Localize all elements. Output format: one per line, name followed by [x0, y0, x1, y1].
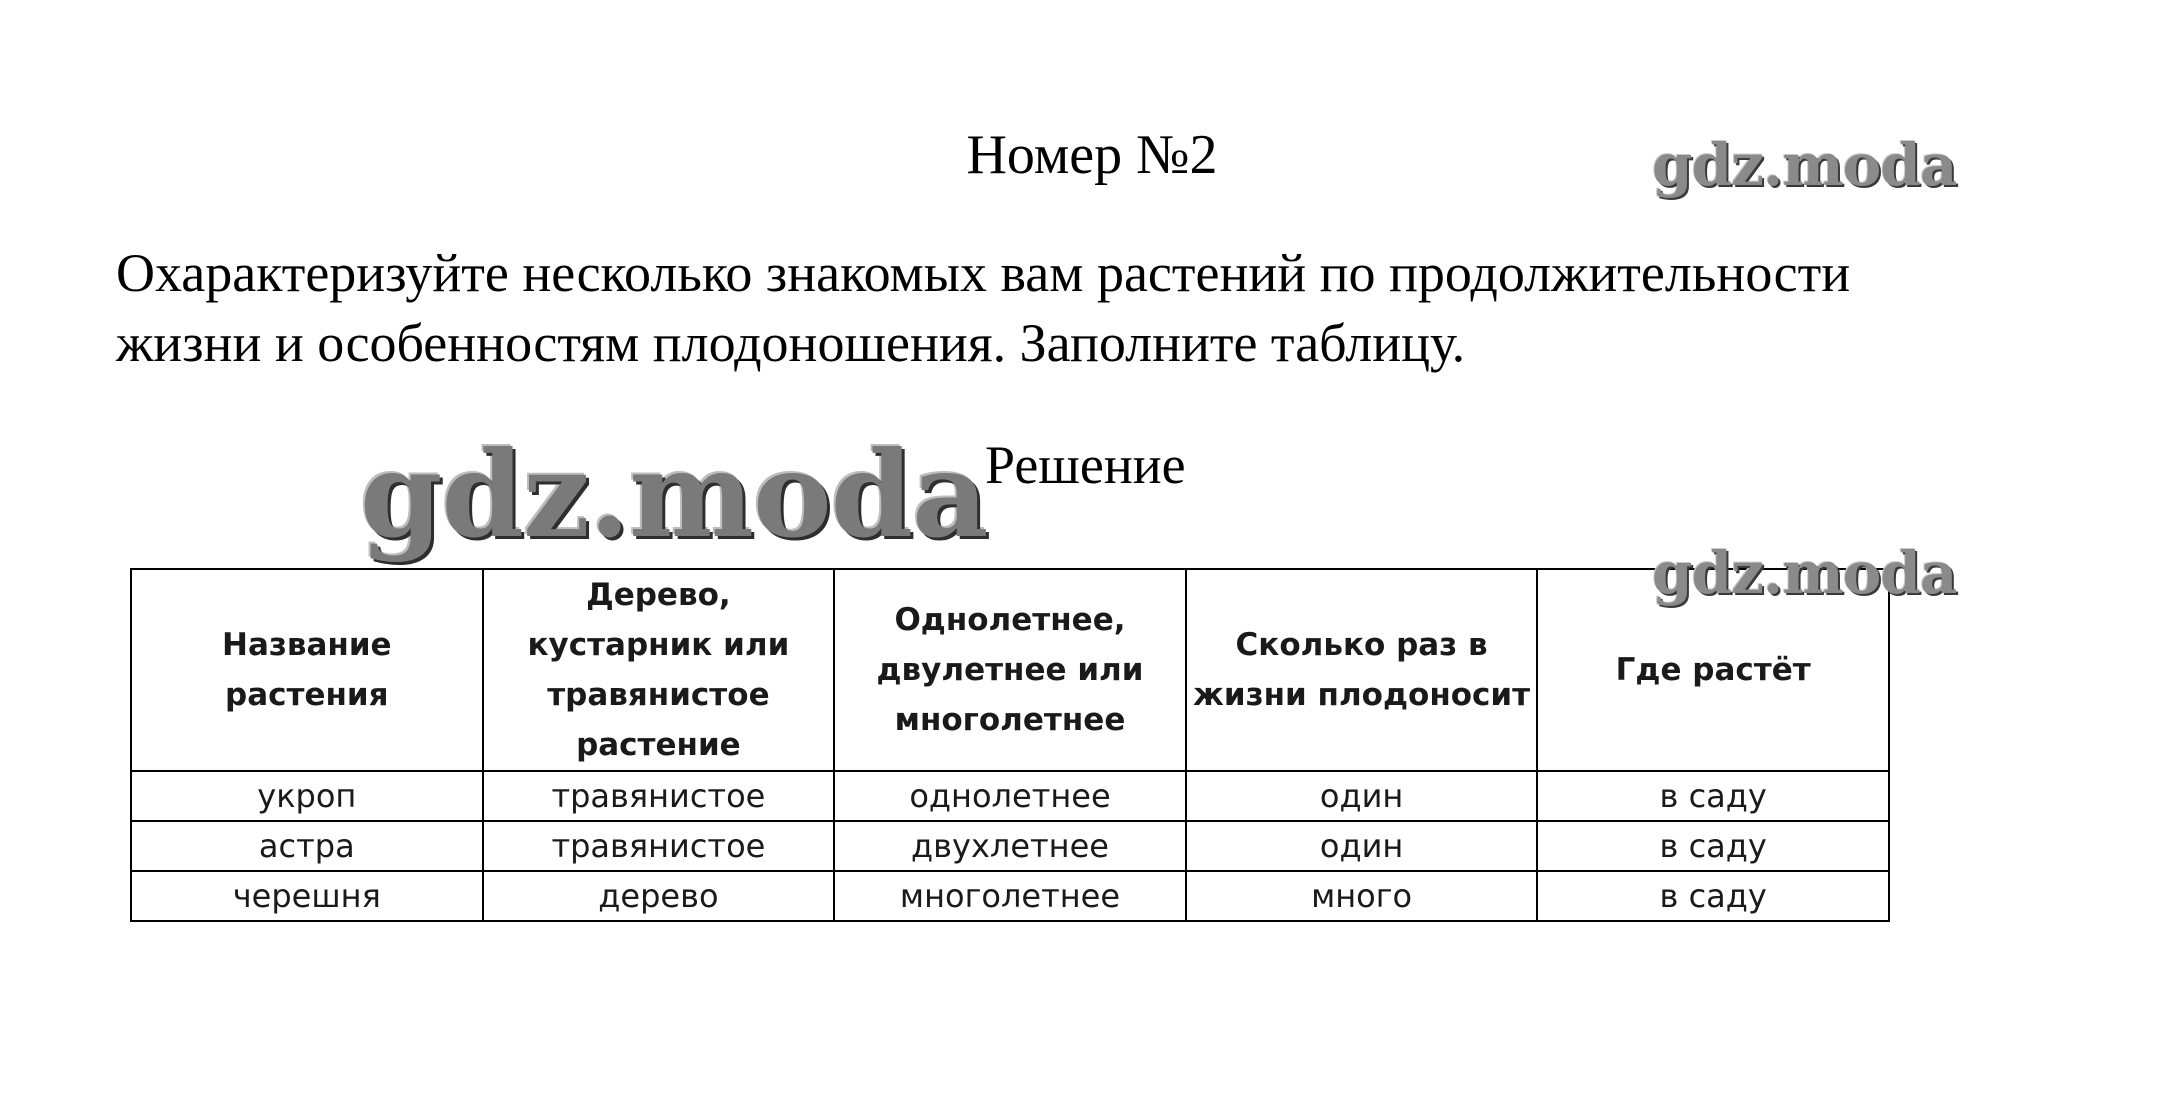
table-cell: дерево: [483, 871, 835, 921]
table-row: [131, 821, 1889, 871]
solution-label: Решение: [985, 435, 1186, 495]
table-row: [131, 771, 1889, 821]
table-cell: астра: [131, 821, 483, 871]
plants-table: [130, 568, 1890, 922]
watermark-logo: gdz.moda: [1652, 539, 1957, 607]
table-cell: черешня: [131, 871, 483, 921]
table-cell: один: [1186, 821, 1538, 871]
table-cell: травянистое: [483, 771, 835, 821]
column-header: Дерево, кустарник или травянистое растение: [483, 569, 835, 771]
task-text-line: жизни и особенностям плодоношения. Заполните таблицу.: [116, 313, 1466, 373]
table-cell: в саду: [1537, 771, 1889, 821]
table-cell: однолетнее: [834, 771, 1186, 821]
table-cell: двухлетнее: [834, 821, 1186, 871]
column-header: Название растения: [131, 569, 483, 771]
table-cell: в саду: [1537, 871, 1889, 921]
table-cell: укроп: [131, 771, 483, 821]
table-cell: один: [1186, 771, 1538, 821]
column-header: Сколько раз в жизни плодоносит: [1186, 569, 1538, 771]
column-header: Однолетнее, двулетнее или многолетнее: [834, 569, 1186, 771]
task-text-line: Охарактеризуйте несколько знакомых вам растений по продолжительности: [116, 243, 1851, 303]
page-title: Номер №2: [966, 124, 1218, 186]
table-row: [131, 871, 1889, 921]
table-header-row: [131, 569, 1889, 771]
column-header: Где растёт: [1537, 569, 1889, 771]
table-cell: травянистое: [483, 821, 835, 871]
task-text: [116, 238, 2116, 378]
table-cell: много: [1186, 871, 1538, 921]
table-cell: в саду: [1537, 821, 1889, 871]
watermark-logo: gdz.moda: [1652, 131, 1957, 199]
watermark-logo: gdz.moda: [360, 425, 988, 564]
table-cell: многолетнее: [834, 871, 1186, 921]
